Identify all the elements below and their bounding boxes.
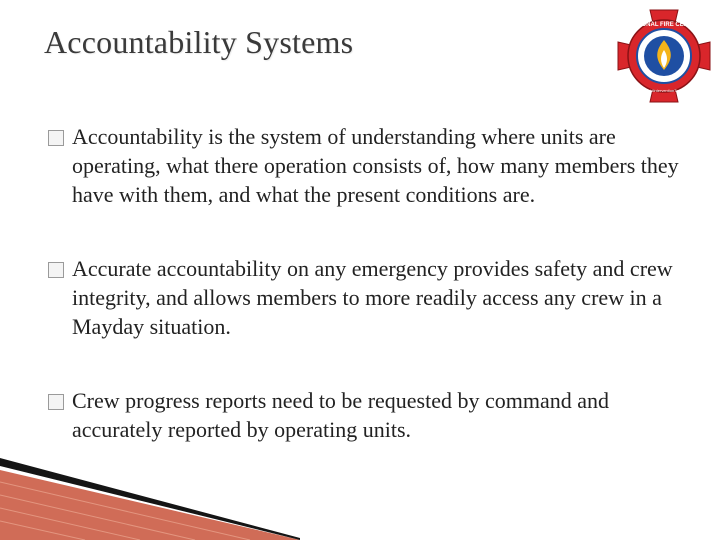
corner-decoration [0,440,300,540]
bullet-text: Crew progress reports need to be requested by command and accurately reported by operating units. [72,388,610,442]
fire-center-logo [614,6,714,106]
logo-top-text: NATIONAL FIRE CENTER [627,22,701,28]
bullet-item [48,386,688,444]
bullet-item [48,122,688,209]
checkbox-bullet-icon [48,394,64,410]
slide-title: Accountability Systems [44,24,354,60]
checkbox-bullet-icon [48,262,64,278]
bullet-text: Accountability is the system of understanding where units are operating, what there operation consists of, how many members they have with them, and what the present conditions are. [72,124,679,207]
bullet-text: Accurate accountability on any emergency provides safety and crew integrity, and allows members to more readily access any crew in a Mayday situation. [72,256,673,339]
bullet-item [48,254,688,341]
bullet-list [48,122,688,489]
checkbox-bullet-icon [48,130,64,146]
logo-url-text: www.RapidInterventionTeams.com [633,88,695,93]
